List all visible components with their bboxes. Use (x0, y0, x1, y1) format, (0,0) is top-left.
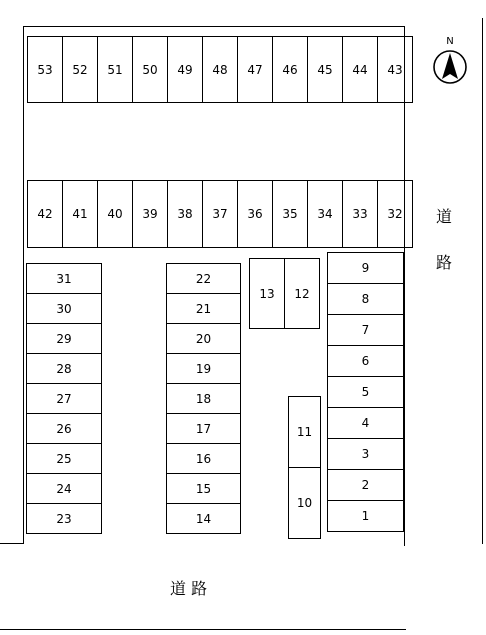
parking-slot-48: 48 (202, 36, 238, 103)
parking-slot-39: 39 (132, 180, 168, 248)
parking-slot-15: 15 (166, 473, 241, 504)
parking-slot-28: 28 (26, 353, 102, 384)
parking-slot-26: 26 (26, 413, 102, 444)
parking-slot-20: 20 (166, 323, 241, 354)
parking-slot-35: 35 (272, 180, 308, 248)
parking-slot-8: 8 (327, 283, 404, 315)
parking-slot-3: 3 (327, 438, 404, 470)
parking-slot-49: 49 (167, 36, 203, 103)
east-road-edge (482, 18, 483, 544)
parking-slot-37: 37 (202, 180, 238, 248)
parking-slot-7: 7 (327, 314, 404, 346)
parking-slot-45: 45 (307, 36, 343, 103)
parking-slot-42: 42 (27, 180, 63, 248)
east-road-label-2: 路 (436, 253, 453, 272)
parking-slot-43: 43 (377, 36, 413, 103)
parking-slot-46: 46 (272, 36, 308, 103)
east-road-label-1: 道 (436, 207, 453, 226)
lot-top-border (24, 26, 404, 27)
parking-slot-29: 29 (26, 323, 102, 354)
parking-slot-47: 47 (237, 36, 273, 103)
parking-slot-4: 4 (327, 407, 404, 439)
parking-slot-34: 34 (307, 180, 343, 248)
parking-slot-27: 27 (26, 383, 102, 414)
parking-slot-16: 16 (166, 443, 241, 474)
parking-slot-6: 6 (327, 345, 404, 377)
parking-slot-41: 41 (62, 180, 98, 248)
parking-slot-13: 13 (249, 258, 285, 329)
parking-slot-23: 23 (26, 503, 102, 534)
parking-slot-11: 11 (288, 396, 321, 468)
parking-slot-18: 18 (166, 383, 241, 414)
parking-slot-25: 25 (26, 443, 102, 474)
parking-slot-52: 52 (62, 36, 98, 103)
parking-slot-33: 33 (342, 180, 378, 248)
south-road-bottom-edge (0, 629, 406, 630)
south-road-label: 道 路 (170, 579, 208, 598)
parking-slot-50: 50 (132, 36, 168, 103)
parking-slot-36: 36 (237, 180, 273, 248)
parking-slot-14: 14 (166, 503, 241, 534)
parking-slot-2: 2 (327, 469, 404, 501)
parking-slot-32: 32 (377, 180, 413, 248)
south-road-top-edge (0, 543, 24, 544)
north-label: N (446, 36, 454, 47)
parking-slot-24: 24 (26, 473, 102, 504)
parking-slot-21: 21 (166, 293, 241, 324)
parking-slot-53: 53 (27, 36, 63, 103)
parking-slot-1: 1 (327, 500, 404, 532)
lot-right-border (404, 26, 405, 546)
parking-slot-22: 22 (166, 263, 241, 294)
parking-slot-51: 51 (97, 36, 133, 103)
parking-slot-5: 5 (327, 376, 404, 408)
parking-slot-31: 31 (26, 263, 102, 294)
parking-slot-12: 12 (284, 258, 320, 329)
parking-slot-30: 30 (26, 293, 102, 324)
parking-slot-38: 38 (167, 180, 203, 248)
parking-slot-40: 40 (97, 180, 133, 248)
parking-slot-44: 44 (342, 36, 378, 103)
parking-slot-9: 9 (327, 252, 404, 284)
north-arrow-icon (430, 34, 470, 94)
parking-slot-19: 19 (166, 353, 241, 384)
parking-slot-17: 17 (166, 413, 241, 444)
parking-slot-10: 10 (288, 467, 321, 539)
lot-left-border (23, 26, 24, 543)
